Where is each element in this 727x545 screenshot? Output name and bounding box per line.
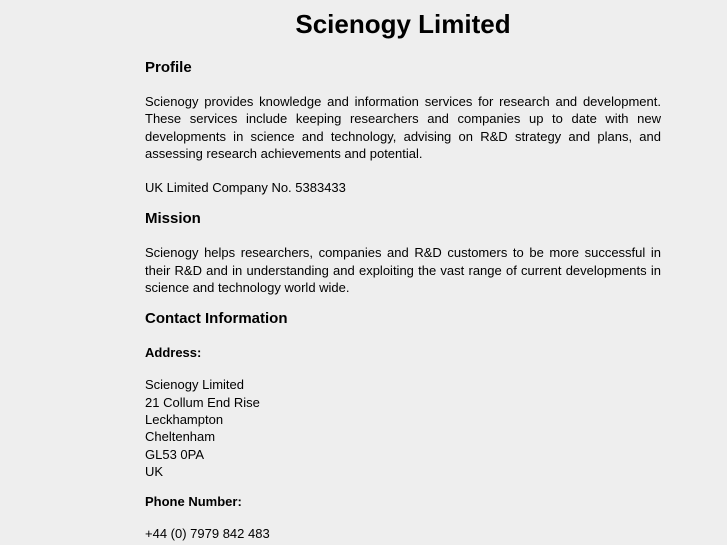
address-label: Address: <box>145 345 202 361</box>
phone-number: +44 (0) 7979 842 483 <box>145 526 270 542</box>
address-line: Leckhampton <box>145 411 224 427</box>
company-number: UK Limited Company No. 5383433 <box>145 180 346 196</box>
address-line: Cheltenham <box>145 429 216 445</box>
mission-heading: Mission <box>145 210 201 228</box>
address-block <box>145 376 661 480</box>
main-content <box>145 58 661 542</box>
page-title: Scienogy Limited <box>295 9 511 39</box>
address-line: GL53 0PA <box>145 446 205 462</box>
profile-text: Scienogy provides knowledge and information services for research and development. These services include keeping researchers and companies up to date with new developments in science and technology, advising on R&D strategy and plans, and assessing research achievements and potential. <box>145 94 661 161</box>
address-line: UK <box>145 463 164 479</box>
address-line: Scienogy Limited <box>145 377 244 393</box>
profile-heading: Profile <box>145 59 192 76</box>
phone-label: Phone Number: <box>145 494 242 510</box>
contact-heading: Contact Information <box>145 310 288 328</box>
mission-text: Scienogy helps researchers, companies and R&D customers to be more successful in their R&D and in understanding and exploiting the vast range of current developments in science and technology world wide. <box>145 245 661 296</box>
address-line: 21 Collum End Rise <box>145 394 260 410</box>
